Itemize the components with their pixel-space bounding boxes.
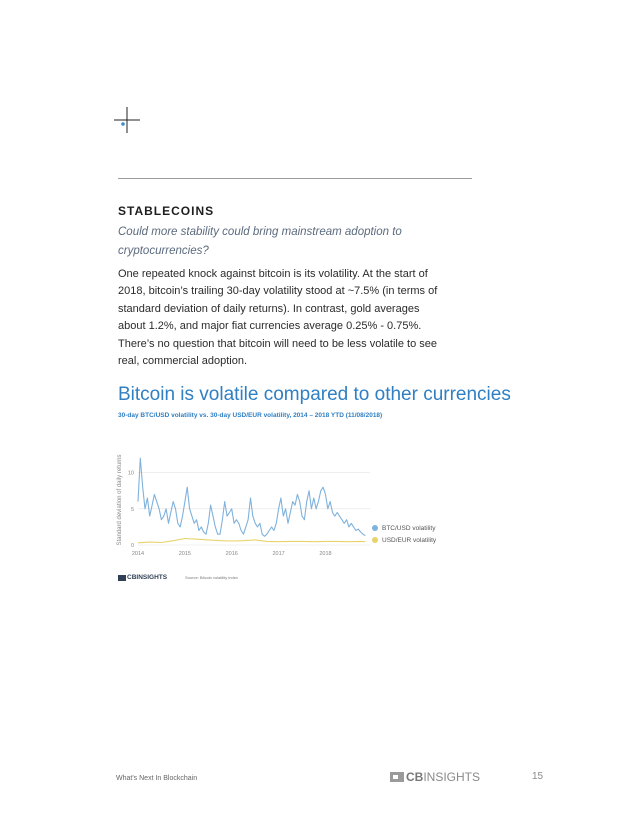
x-tick-label: 2016 xyxy=(225,551,238,557)
series-line-btc xyxy=(138,458,365,536)
x-tick-label: 2017 xyxy=(272,551,285,557)
chart-source-logo xyxy=(118,574,167,581)
crosshair-icon xyxy=(114,107,140,133)
y-tick-label: 10 xyxy=(127,470,134,477)
legend-label-btc: BTC/USD volatility xyxy=(382,524,436,532)
footer-brand-logo xyxy=(390,770,480,784)
legend-label-usd: USD/EUR volatility xyxy=(382,536,437,544)
section-subtitle: Could more stability could bring mainstream adoption to cryptocurrencies? xyxy=(118,226,402,257)
footer-brand-light: INSIGHTS xyxy=(423,770,481,784)
divider xyxy=(118,178,472,179)
body-paragraph: One repeated knock against bitcoin is its volatility. At the start of 2018, bitcoin’s trailing 30-day volatility stood at ~7.5% (in terms of standard deviation of daily returns). In contrast, gold averages about 1.2%, and major fiat currencies average 0.25% - 0.75%. There’s no question that bitcoin will need to be less volatile to see real, commercial adoption. xyxy=(118,268,438,368)
x-tick-label: 2014 xyxy=(131,551,145,557)
legend-item-usd xyxy=(372,534,436,546)
volatility-chart xyxy=(118,445,378,557)
y-tick-label: 0 xyxy=(130,543,134,549)
legend-item-btc xyxy=(372,522,436,534)
footer-title: What's Next In Blockchain xyxy=(116,775,198,782)
series-line-usd xyxy=(138,539,365,543)
chart-y-axis-label: Standard deviation of daily returns xyxy=(117,454,123,546)
x-tick-label: 2018 xyxy=(319,551,332,557)
page-number: 15 xyxy=(532,771,544,782)
legend-swatch-usd xyxy=(372,537,378,543)
y-tick-label: 5 xyxy=(130,506,134,513)
cb-logo-icon xyxy=(118,575,126,581)
cb-logo-icon xyxy=(390,772,404,782)
chart-subtitle: 30-day BTC/USD volatility vs. 30-day USD/EUR volatility, 2014 – 2018 YTD (11/08/2018) xyxy=(118,412,383,419)
chart-source-note: Source: Bitcoin volatility index xyxy=(185,575,238,580)
legend-swatch-btc xyxy=(372,525,378,531)
chart-title: Bitcoin is volatile compared to other currencies xyxy=(118,384,511,405)
chart-legend xyxy=(372,522,436,546)
chart-source-logo-text: CBINSIGHTS xyxy=(127,574,168,581)
x-tick-label: 2015 xyxy=(178,551,191,557)
footer-brand-bold: CB xyxy=(406,770,424,784)
section-title: STABLECOINS xyxy=(118,204,215,218)
